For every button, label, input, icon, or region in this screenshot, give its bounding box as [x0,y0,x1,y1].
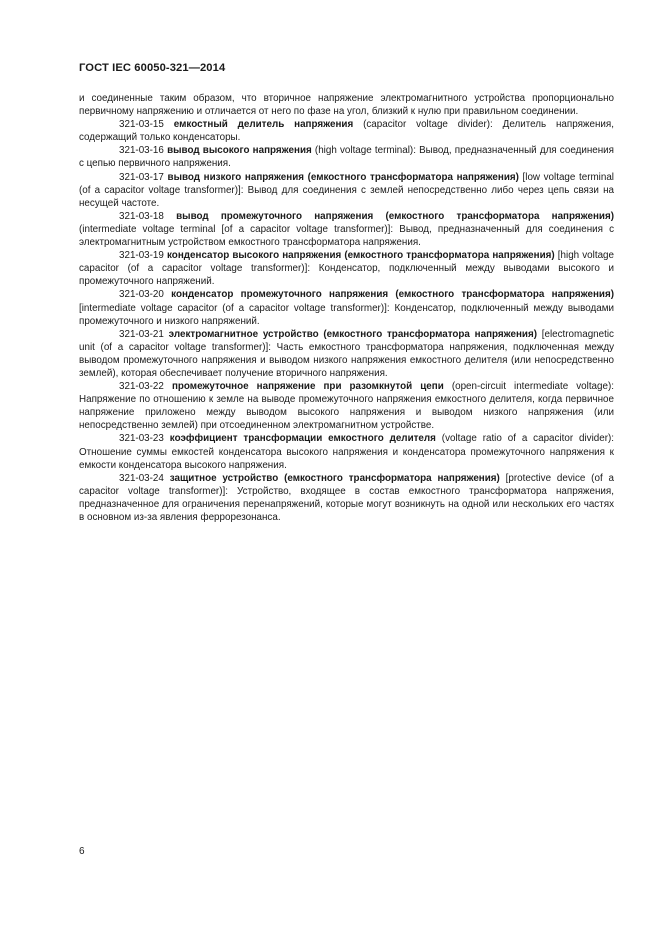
document-body [79,92,614,524]
term-title: вывод высокого напряжения [167,145,312,157]
term-title: электромагнитное устройство (емкостного трансформатора напряжения) [168,328,537,340]
term-number: 321-03-16 [119,145,164,157]
term-number: 321-03-18 [119,210,164,222]
term-definition: [protective device (of a capacitor voltage transformer)]: Устройство, входящее в состав емкостного трансформатора напряжения, предназначенное для ограничения перенапряжений, которые могут возникнуть на одной или нескольких его частях в основном из-за явления феррорезонанса. [79,472,614,523]
term-entry [79,171,614,210]
term-number: 321-03-21 [119,328,164,340]
intro-paragraph: и соединенные таким образом, что вторичное напряжение электромагнитного устройства пропорционально первичному напряжению и отличается от него по фазе на угол, близкий к нулю при правильном соединении. [79,93,614,118]
page-number: 6 [79,846,85,857]
term-number: 321-03-19 [119,250,164,262]
term-definition: [intermediate voltage capacitor (of a capacitor voltage transformer)]: Конденсатор, подключенный между выводами промежуточного и низкого напряжений. [79,302,614,327]
term-title: конденсатор высокого напряжения (емкостного трансформатора напряжения) [167,250,555,262]
term-title: вывод промежуточного напряжения (емкостного трансформатора напряжения) [176,210,614,222]
term-entry [79,249,614,288]
term-entry [79,118,614,144]
term-number: 321-03-20 [119,289,164,301]
term-definition: [electromagnetic unit (of a capacitor voltage transformer)]: Часть емкостного трансформатора напряжения, подключенная между выводом промежуточного напряжения и выводом низкого напряжения емкостного делителя (или непосредственно землей), которая обеспечивает получение вторичного напряжения. [79,328,614,379]
term-definition: (capacitor voltage divider): Делитель напряжения, содержащий только конденсаторы. [79,119,614,144]
term-definition: (open-circuit intermediate voltage): Напряжение по отношению к земле на выводе промежуточного напряжения емкостного делителя, когда первичное напряжение приложено между выводом высокого напряжения и выводом низкого напряжения (или непосредственно землей) при отсоединенном электромагнитном устройстве. [79,381,614,432]
term-title: промежуточное напряжение при разомкнутой цепи [171,381,444,393]
term-title: вывод низкого напряжения (емкостного трансформатора напряжения) [167,171,519,183]
term-definition: [low voltage terminal (of a capacitor voltage transformer)]: Вывод для соединения с землей непосредственно либо через цепь связи на несущей частоте. [79,171,614,209]
term-title: коэффициент трансформации емкостного делителя [169,433,436,445]
term-number: 321-03-22 [119,381,164,393]
term-number: 321-03-15 [119,119,164,131]
term-title: защитное устройство (емкостного трансформатора напряжения) [169,472,500,484]
term-entry [79,210,614,249]
term-entry [79,432,614,471]
term-definition: (high voltage terminal): Вывод, предназначенный для соединения с цепью первичного напряжения. [79,145,614,170]
term-entry [79,328,614,380]
term-number: 321-03-17 [119,171,164,183]
term-number: 321-03-23 [119,433,164,445]
term-definition: (intermediate voltage terminal [of a capacitor voltage transformer)]: Вывод, предназначенный для соединения с электромагнитным устройством емкостного трансформатора напряжения. [79,223,614,249]
term-entry [79,144,614,170]
document-header: ГОСТ IEC 60050-321—2014 [79,62,226,74]
term-entry [79,288,614,327]
term-number: 321-03-24 [119,472,164,484]
term-entry [79,472,614,524]
term-entry [79,380,614,432]
term-title: емкостный делитель напряжения [173,119,354,131]
term-definition: (voltage ratio of a capacitor divider): Отношение суммы емкостей конденсатора высокого напряжения и конденсатора промежуточного напряжения к емкости конденсатора высокого напряжения. [79,433,615,471]
term-title: конденсатор промежуточного напряжения (емкостного трансформатора напряжения) [171,289,614,301]
term-definition: [high voltage capacitor (of a capacitor voltage transformer)]: Конденсатор, подключенный между выводами высокого и промежуточного напряжений. [79,250,615,288]
